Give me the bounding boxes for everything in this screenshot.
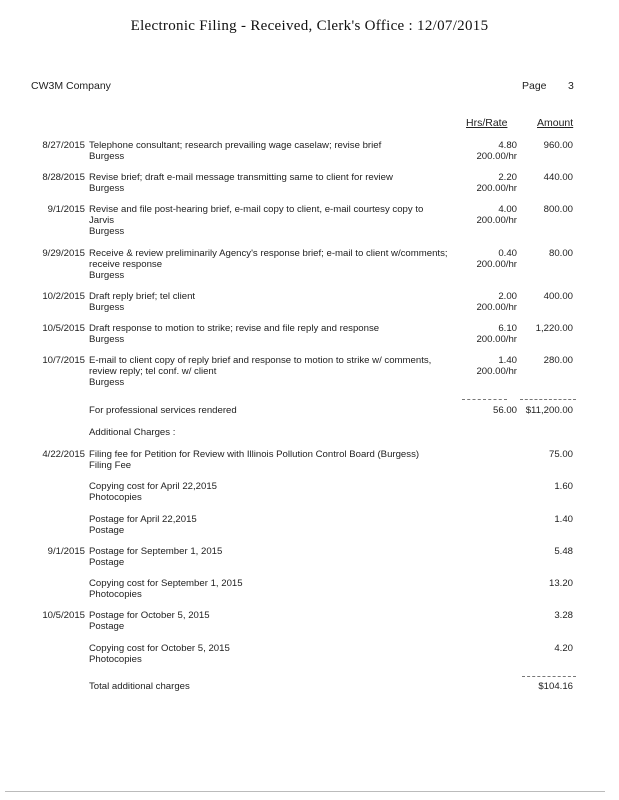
entry-staff: Burgess	[89, 377, 125, 388]
charge-date: 10/5/2015	[42, 610, 85, 621]
entry-staff: Burgess	[89, 183, 125, 194]
charge-type: Filing Fee	[89, 460, 132, 471]
entry-description: Revise brief; draft e-mail message transmitting same to client for review Burgess	[89, 172, 449, 194]
entry-amount: 440.00	[543, 172, 573, 183]
entry-amount: 80.00	[548, 248, 573, 259]
entry-date: 8/27/2015	[42, 140, 85, 151]
charge-type: Postage	[89, 557, 125, 568]
entry-description: Telephone consultant; research prevailing wage caselaw; revise brief Burgess	[89, 140, 449, 162]
charge-amount: 1.60	[554, 481, 573, 492]
entry-description: Draft response to motion to strike; revise and file reply and response Burgess	[89, 323, 449, 345]
entry-hours-rate: 2.20 200.00/hr	[476, 172, 517, 194]
charge-type: Photocopies	[89, 492, 142, 503]
entry-amount: 1,220.00	[535, 323, 573, 334]
hrs-rate-column-header: Hrs/Rate	[466, 117, 508, 129]
charge-amount: 75.00	[548, 449, 573, 460]
charge-amount: 3.28	[554, 610, 573, 621]
entry-staff: Burgess	[89, 302, 125, 313]
charge-description: Copying cost for October 5, 2015 Photocopies	[89, 643, 449, 665]
entry-description: Receive & review preliminarily Agency's response brief; e-mail to client w/comments; receive response Burgess	[89, 248, 448, 281]
filing-stamp: Electronic Filing - Received, Clerk's Office : 12/07/2015	[130, 18, 489, 34]
charges-total-label: Total additional charges	[89, 681, 190, 692]
charge-amount: 5.48	[554, 546, 573, 557]
entry-date: 9/1/2015	[47, 204, 85, 215]
entry-hours-rate: 1.40 200.00/hr	[476, 355, 517, 377]
hours-total-rule	[462, 399, 507, 400]
additional-charges-label: Additional Charges :	[89, 427, 176, 438]
entry-hours-rate: 6.10 200.00/hr	[476, 323, 517, 345]
charge-type: Postage	[89, 525, 125, 536]
entry-staff: Burgess	[89, 226, 125, 237]
charge-amount: 13.20	[548, 578, 573, 589]
charge-description: Postage for October 5, 2015 Postage	[89, 610, 449, 632]
charge-description: Postage for September 1, 2015 Postage	[89, 546, 449, 568]
entry-staff: Burgess	[89, 334, 125, 345]
services-total-hours: 56.00	[492, 405, 517, 416]
charge-amount: 1.40	[554, 514, 573, 525]
charge-date: 4/22/2015	[42, 449, 85, 460]
amount-column-header: Amount	[537, 117, 574, 129]
entry-date: 10/5/2015	[42, 323, 85, 334]
entry-hours-rate: 0.40 200.00/hr	[476, 248, 517, 270]
entry-date: 9/29/2015	[42, 248, 85, 259]
charges-total-rule	[522, 676, 576, 677]
entry-date: 8/28/2015	[42, 172, 85, 183]
page-label: Page	[522, 80, 547, 92]
charge-description: Postage for April 22,2015 Postage	[89, 514, 449, 536]
entry-description: Revise and file post-hearing brief, e-mail copy to client, e-mail courtesy copy to Jarvis Burgess	[89, 204, 449, 237]
charge-type: Postage	[89, 621, 125, 632]
entry-staff: Burgess	[89, 151, 125, 162]
charges-total-amount: $104.16	[538, 681, 573, 692]
services-total-label: For professional services rendered	[89, 405, 237, 416]
charge-amount: 4.20	[554, 643, 573, 654]
entry-amount: 800.00	[543, 204, 573, 215]
charge-description: Copying cost for April 22,2015 Photocopies	[89, 481, 449, 503]
entry-date: 10/2/2015	[42, 291, 85, 302]
entry-hours-rate: 4.00 200.00/hr	[476, 204, 517, 226]
entry-amount: 280.00	[543, 355, 573, 366]
charge-description: Filing fee for Petition for Review with Illinois Pollution Control Board (Burgess) Filing Fee	[89, 449, 449, 471]
charge-type: Photocopies	[89, 654, 142, 665]
entry-description: Draft reply brief; tel client Burgess	[89, 291, 449, 313]
entry-description: E-mail to client copy of reply brief and response to motion to strike w/ comments, review reply; tel conf. w/ client Burgess	[89, 355, 449, 388]
entry-hours-rate: 2.00 200.00/hr	[476, 291, 517, 313]
entry-staff: Burgess	[89, 270, 125, 281]
company-name: CW3M Company	[31, 80, 111, 92]
entry-amount: 960.00	[543, 140, 573, 151]
charge-date: 9/1/2015	[47, 546, 85, 557]
charge-type: Photocopies	[89, 589, 142, 600]
amount-total-rule	[520, 399, 576, 400]
entry-amount: 400.00	[543, 291, 573, 302]
page-bottom-rule	[5, 791, 605, 792]
page-number: 3	[568, 80, 574, 92]
entry-date: 10/7/2015	[42, 355, 85, 366]
services-total-amount: $11,200.00	[525, 405, 573, 416]
charge-description: Copying cost for September 1, 2015 Photocopies	[89, 578, 449, 600]
entry-hours-rate: 4.80 200.00/hr	[476, 140, 517, 162]
